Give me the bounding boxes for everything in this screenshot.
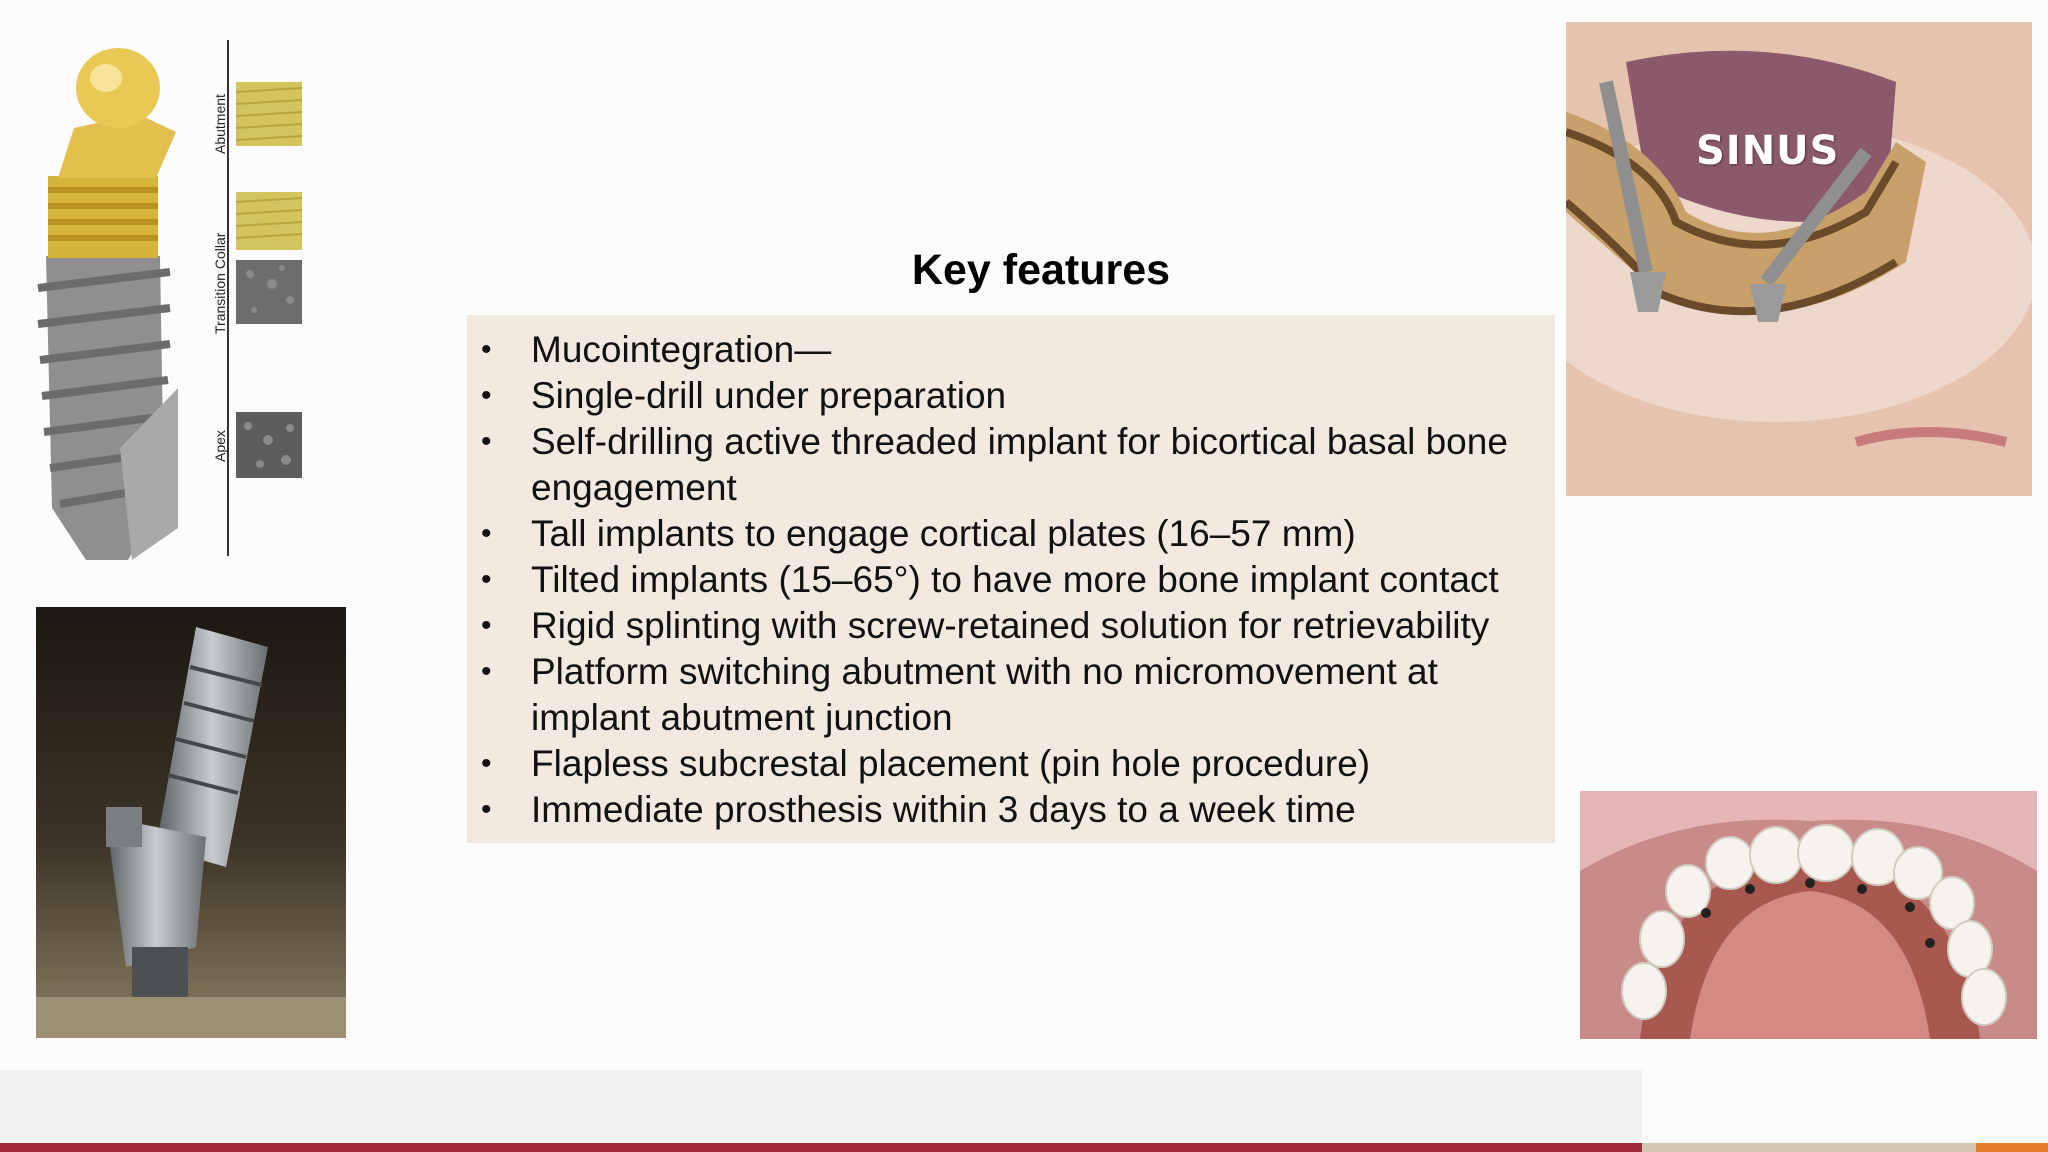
slide-title: Key features [911, 246, 1171, 294]
list-item [467, 741, 1555, 787]
footer-bar [0, 1143, 1642, 1152]
list-item [467, 649, 1555, 741]
sinus-drawing [1566, 22, 2032, 496]
key-features-list [467, 315, 1555, 833]
bullet-icon: • [481, 747, 492, 780]
apex-label: Apex [212, 430, 228, 462]
list-item [467, 787, 1555, 833]
bullet-icon: • [481, 609, 492, 642]
list-item [467, 511, 1555, 557]
sinus-label: SINUS [1696, 128, 1840, 174]
bullet-icon: • [481, 425, 492, 458]
bullet-icon: • [481, 793, 492, 826]
transition-collar-label: Transition Collar [212, 232, 228, 334]
list-item [467, 373, 1555, 419]
footer-right-band [1642, 1070, 2048, 1143]
key-features-box [467, 315, 1555, 843]
abutment-drawing [36, 607, 346, 1038]
bullet-icon: • [481, 655, 492, 688]
list-item [467, 603, 1555, 649]
bullet-text: Mucointegration— [531, 329, 832, 370]
bullet-text: Tilted implants (15–65°) to have more bone implant contact [531, 559, 1499, 600]
abutment-label: Abutment [212, 94, 228, 154]
bullet-text: Rigid splinting with screw-retained solution for retrievability [531, 605, 1490, 646]
footer-bar-accent [1976, 1143, 2048, 1152]
list-item [467, 419, 1555, 511]
upper-arch-image [1580, 791, 2037, 1039]
bullet-icon: • [481, 333, 492, 366]
list-item [467, 557, 1555, 603]
implant-drawing [28, 28, 352, 568]
angled-abutment-image [36, 607, 346, 1038]
bullet-text: Platform switching abutment with no micromovement at implant abutment junction [531, 651, 1438, 738]
footer-band [0, 1070, 1642, 1143]
bullet-icon: • [481, 517, 492, 550]
implant-diagram-image [28, 28, 352, 568]
mouth-drawing [1580, 791, 2037, 1039]
bullet-icon: • [481, 379, 492, 412]
bullet-text: Single-drill under preparation [531, 375, 1007, 416]
bullet-icon: • [481, 563, 492, 596]
bullet-text: Flapless subcrestal placement (pin hole procedure) [531, 743, 1371, 784]
footer-bar-secondary [1642, 1143, 1976, 1152]
list-item [467, 327, 1555, 373]
sinus-illustration-image [1566, 22, 2032, 496]
bullet-text: Immediate prosthesis within 3 days to a week time [531, 789, 1356, 830]
bullet-text: Tall implants to engage cortical plates (16–57 mm) [531, 513, 1356, 554]
bullet-text: Self-drilling active threaded implant for bicortical basal bone engagement [531, 421, 1508, 508]
